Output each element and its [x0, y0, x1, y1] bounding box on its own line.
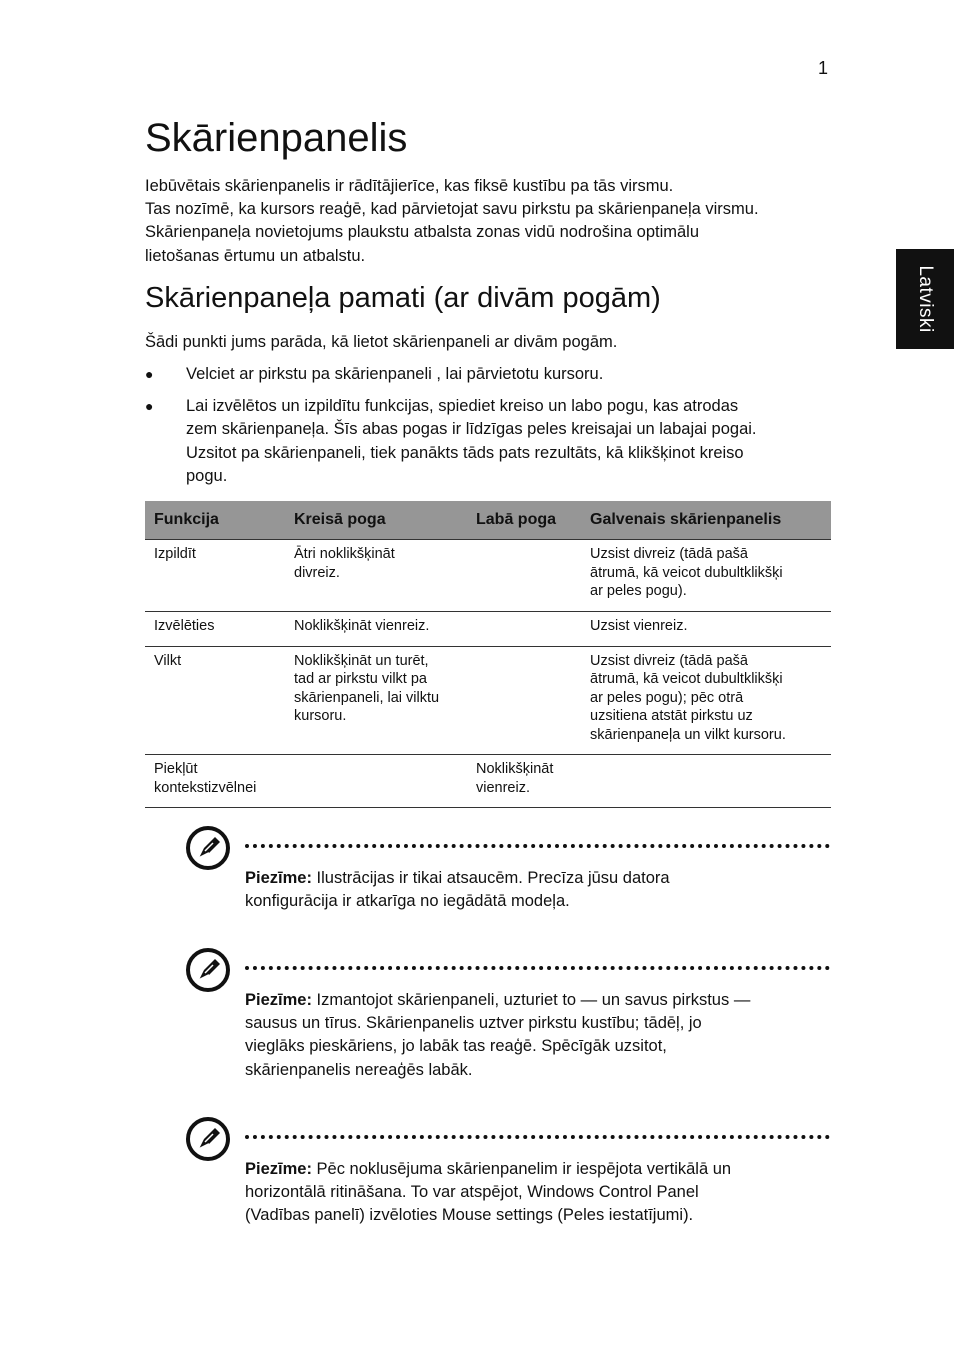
cell-line: uzsitiena atstāt pirkstu uz: [590, 708, 753, 724]
cell-line: Uzsist divreiz (tādā pašā: [590, 652, 748, 669]
dotted-divider: [245, 844, 830, 848]
cell-line: Piekļūt: [154, 761, 198, 777]
table-cell: [145, 646, 285, 755]
section-title: Skārienpaneļa pamati (ar divām pogām): [145, 282, 661, 314]
bullet-line: Velciet ar pirkstu pa skārienpaneli , lai pārvietotu kursoru.: [186, 365, 604, 383]
table-cell: [467, 540, 581, 612]
cell-line: ātrumā, kā veicot dubultklikšķi: [590, 564, 783, 581]
header-main-touchpad: Galvenais skārienpanelis: [581, 501, 831, 540]
note-line: Izmantojot skārienpaneli, uzturiet to — un savus pirkstus —: [311, 991, 751, 1009]
cell-line: Izvēlēties: [154, 617, 215, 634]
note-line: Pēc noklusējuma skārienpanelim ir iespējota vertikālā un: [311, 1160, 732, 1178]
cell-line: Izpildīt: [154, 546, 196, 562]
note-pen-icon: [185, 825, 231, 871]
bullet-line: zem skārienpaneļa. Šīs abas pogas ir līdzīgas peles kreisajai un labajai pogai.: [186, 420, 757, 439]
bullet-line: Uzsitot pa skārienpaneli, tiek panākts tāds pats rezultāts, kā klikšķinot kreiso: [186, 443, 744, 462]
note-line: Ilustrācijas ir tikai atsaucēm. Precīza jūsu datora: [311, 869, 670, 887]
cell-line: divreiz.: [294, 564, 340, 581]
table-header-row: [145, 501, 831, 540]
function-table: [145, 501, 831, 808]
table-cell: [467, 611, 581, 646]
table-row: [145, 646, 831, 755]
bullet-dot-icon: ●: [145, 398, 154, 414]
table-cell: [285, 755, 467, 808]
lead-paragraph: Šādi punkti jums parāda, kā lietot skārienpaneli ar divām pogām.: [145, 333, 618, 351]
intro-line: Tas nozīmē, ka kursors reaģē, kad pārvietojat savu pirkstu pa skārienpaneļa virsmu.: [145, 200, 759, 219]
cell-line: Uzsist divreiz (tādā pašā: [590, 546, 748, 562]
note-line: vieglāks pieskāriens, jo labāk tas reaģē. Spēcīgāk uzsitot,: [245, 1037, 667, 1056]
header-right-button: Labā poga: [467, 501, 581, 540]
cell-line: ar peles pogu); pēc otrā: [590, 689, 744, 706]
language-tab-label: Latviski: [915, 265, 936, 333]
table-row: [145, 611, 831, 646]
bullet-dot-icon: ●: [145, 366, 154, 382]
note-label: Piezīme:: [245, 991, 312, 1009]
cell-line: tad ar pirkstu vilkt pa: [294, 671, 427, 687]
table-cell: [145, 611, 285, 646]
table-cell: [145, 540, 285, 612]
dotted-divider: [245, 1135, 830, 1139]
table-cell: [285, 646, 467, 755]
cell-line: ar peles pogu).: [590, 583, 687, 599]
page-title: Skārienpanelis: [145, 116, 408, 160]
intro-paragraph: [145, 175, 845, 268]
intro-line: lietošanas ērtumu un atbalstu.: [145, 246, 366, 265]
cell-line: Ātri noklikšķināt: [294, 546, 395, 562]
bullet-line: Lai izvēlētos un izpildītu funkcijas, spiediet kreiso un labo pogu, kas atrodas: [186, 397, 739, 415]
cell-line: Vilkt: [154, 652, 182, 669]
cell-line: Noklikšķināt vienreiz.: [294, 617, 430, 634]
note-line: skārienpanelis nereaģēs labāk.: [245, 1060, 473, 1079]
note-pen-icon: [185, 1116, 231, 1162]
table-row: [145, 540, 831, 612]
dotted-divider: [245, 966, 830, 970]
cell-line: ātrumā, kā veicot dubultklikšķi: [590, 671, 783, 687]
cell-line: vienreiz.: [476, 779, 530, 796]
note-line: konfigurācija ir atkarīga no iegādātā modeļa.: [245, 892, 570, 911]
note-pen-icon: [185, 947, 231, 993]
table-cell: [581, 755, 831, 808]
page-number: 1: [818, 58, 829, 78]
intro-line: Iebūvētais skārienpanelis ir rādītājierīce, kas fiksē kustību pa tās virsmu.: [145, 177, 674, 195]
table-cell: [285, 540, 467, 612]
note-line: (Vadības panelī) izvēloties Mouse settings (Peles iestatījumi).: [245, 1206, 694, 1225]
cell-line: Noklikšķināt: [476, 761, 554, 777]
intro-line: Skārienpaneļa novietojums plaukstu atbalsta zonas vidū nodrošina optimālu: [145, 223, 700, 242]
table-cell: [467, 755, 581, 808]
table-cell: [581, 646, 831, 755]
table-cell: [467, 646, 581, 755]
cell-line: skārienpaneļa un vilkt kursoru.: [590, 726, 786, 743]
cell-line: Uzsist vienreiz.: [590, 617, 688, 634]
note-line: horizontālā ritināšana. To var atspējot, Windows Control Panel: [245, 1183, 699, 1202]
table-cell: [145, 755, 285, 808]
cell-line: kontekstizvēlnei: [154, 779, 257, 796]
cell-line: skārienpaneli, lai vilktu: [294, 689, 440, 706]
language-tab: [896, 249, 954, 349]
note-line: sausus un tīrus. Skārienpanelis uztver pirkstu kustību; tādēļ, jo: [245, 1014, 702, 1033]
cell-line: Noklikšķināt un turēt,: [294, 652, 429, 669]
note-label: Piezīme:: [245, 869, 312, 887]
table-cell: [285, 611, 467, 646]
header-function: Funkcija: [145, 501, 285, 540]
header-left-button: Kreisā poga: [285, 501, 467, 540]
cell-line: kursoru.: [294, 708, 347, 724]
table-cell: [581, 540, 831, 612]
note-label: Piezīme:: [245, 1160, 312, 1178]
table-row: [145, 755, 831, 808]
table-cell: [581, 611, 831, 646]
bullet-line: pogu.: [186, 466, 228, 485]
